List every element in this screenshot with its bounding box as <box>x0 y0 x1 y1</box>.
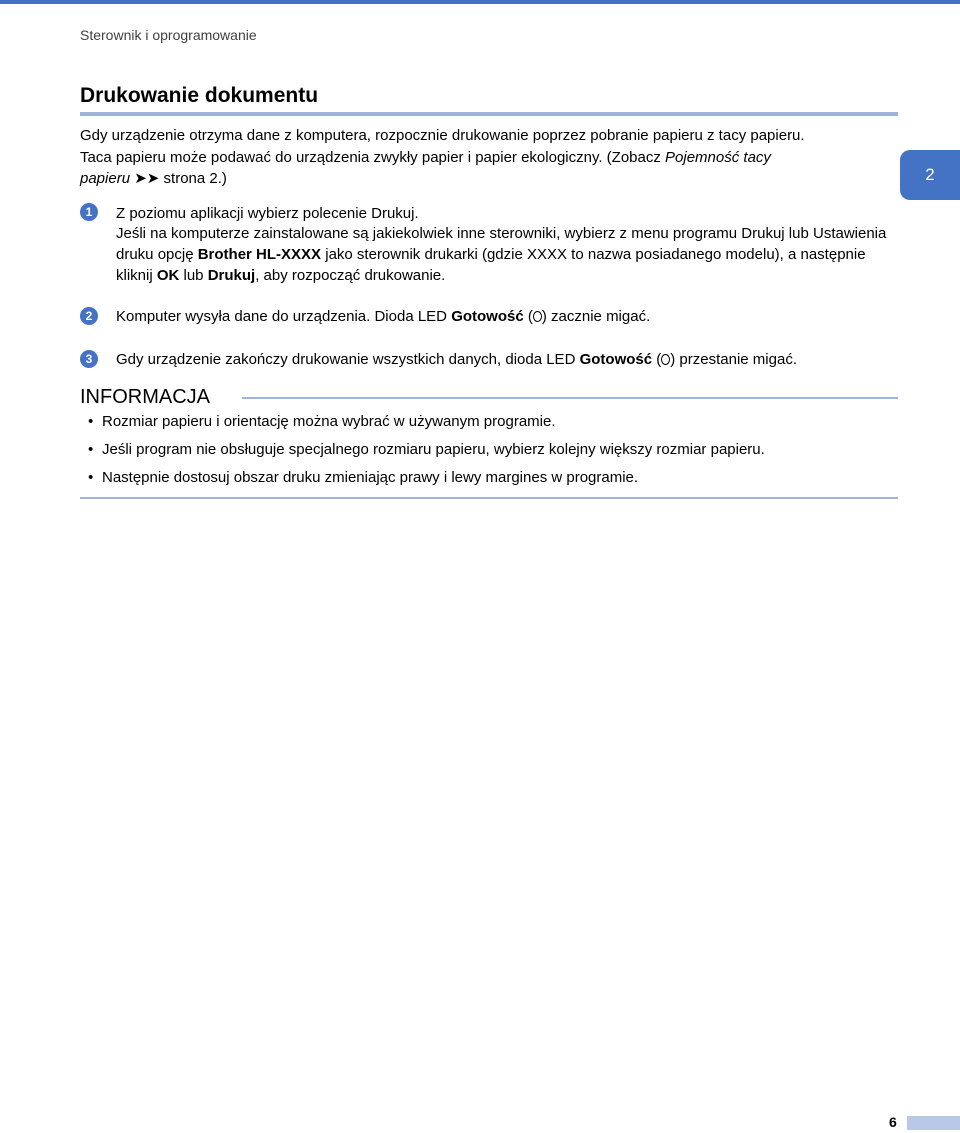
step-2-part: ( <box>523 308 533 325</box>
step-1-detail-part: Jeśli na komputerze zainstalowane są jakiekolwiek inne sterowniki, wybierz z menu programu Drukuj lub Ustawienia druku opcję <box>116 225 887 263</box>
step-3-part: Gdy urządzenie zakończy drukowanie wszystkich danych, dioda LED <box>116 351 580 368</box>
step-3-part: ( <box>652 351 662 368</box>
note-item-text: Rozmiar papieru i orientację można wybrać w używanym programie. <box>102 413 556 430</box>
step-2-text <box>116 306 906 327</box>
ok-label: OK <box>156 267 180 284</box>
footer-bar <box>907 1116 960 1130</box>
xref-page: strona 2.) <box>159 170 227 187</box>
note-list <box>88 412 765 496</box>
section-title: Drukowanie dokumentu <box>80 84 319 107</box>
intro-line-1: Gdy urządzenie otrzyma dane z komputera, rozpocznie drukowanie poprzez pobranie papieru z tacy papieru. <box>80 127 805 144</box>
step-1-text: Z poziomu aplikacji wybierz polecenie Drukuj. <box>116 205 419 222</box>
led-icon <box>533 311 542 322</box>
step-3-marker: 3 <box>80 350 98 368</box>
ready-led-label: Gotowość <box>579 351 653 368</box>
step-2-part: Komputer wysyła dane do urządzenia. Dioda LED <box>116 308 452 325</box>
top-accent-bar <box>0 0 960 4</box>
step-3-text <box>116 349 906 370</box>
note-item-text: Jeśli program nie obsługuje specjalnego rozmiaru papieru, wybierz kolejny większy rozmiar papieru. <box>102 441 765 458</box>
step-3-part: ) przestanie migać. <box>670 351 797 368</box>
bullet-icon: • <box>88 441 94 458</box>
led-icon <box>661 354 670 365</box>
double-arrow-icon: ➤➤ <box>134 170 160 187</box>
running-header: Sterownik i oprogramowanie <box>80 27 257 43</box>
print-label: Drukuj <box>207 267 256 284</box>
step-1-marker: 1 <box>80 203 98 221</box>
page-number: 6 <box>889 1114 897 1130</box>
step-1-detail-part: lub <box>179 267 208 284</box>
step-2-part: ) zacznie migać. <box>541 308 651 325</box>
list-item <box>88 412 765 440</box>
intro-line-2: Taca papieru może podawać do urządzenia zwykły papier i papier ekologiczny. (Zobacz <box>80 148 666 166</box>
xref-link-cont[interactable]: papieru <box>80 170 131 187</box>
bullet-icon: • <box>88 413 94 430</box>
list-item <box>88 468 765 496</box>
note-heading: INFORMACJA <box>80 386 210 408</box>
step-1-detail-part: , aby rozpocząć drukowanie. <box>255 267 446 284</box>
step-2-marker: 2 <box>80 307 98 325</box>
chapter-number: 2 <box>925 165 935 184</box>
driver-name: Brother HL-XXXX <box>197 246 322 263</box>
intro-paragraph <box>80 125 900 190</box>
ready-led-label: Gotowość <box>451 308 524 325</box>
chapter-tab <box>900 150 960 200</box>
step-1-detail-part: jako sterownik drukarki (gdzie XXXX to nazwa posiadanego modelu), a następnie kliknij <box>116 246 866 284</box>
note-item-text: Następnie dostosuj obszar druku zmieniając prawy i lewy margines w programie. <box>102 469 639 486</box>
title-rule <box>80 112 898 116</box>
note-heading-rule <box>242 397 898 399</box>
bullet-icon: • <box>88 469 94 486</box>
note-end-rule <box>80 497 898 499</box>
list-item <box>88 440 765 468</box>
xref-link[interactable]: Pojemność tacy <box>665 148 771 166</box>
step-1-detail <box>116 223 906 286</box>
